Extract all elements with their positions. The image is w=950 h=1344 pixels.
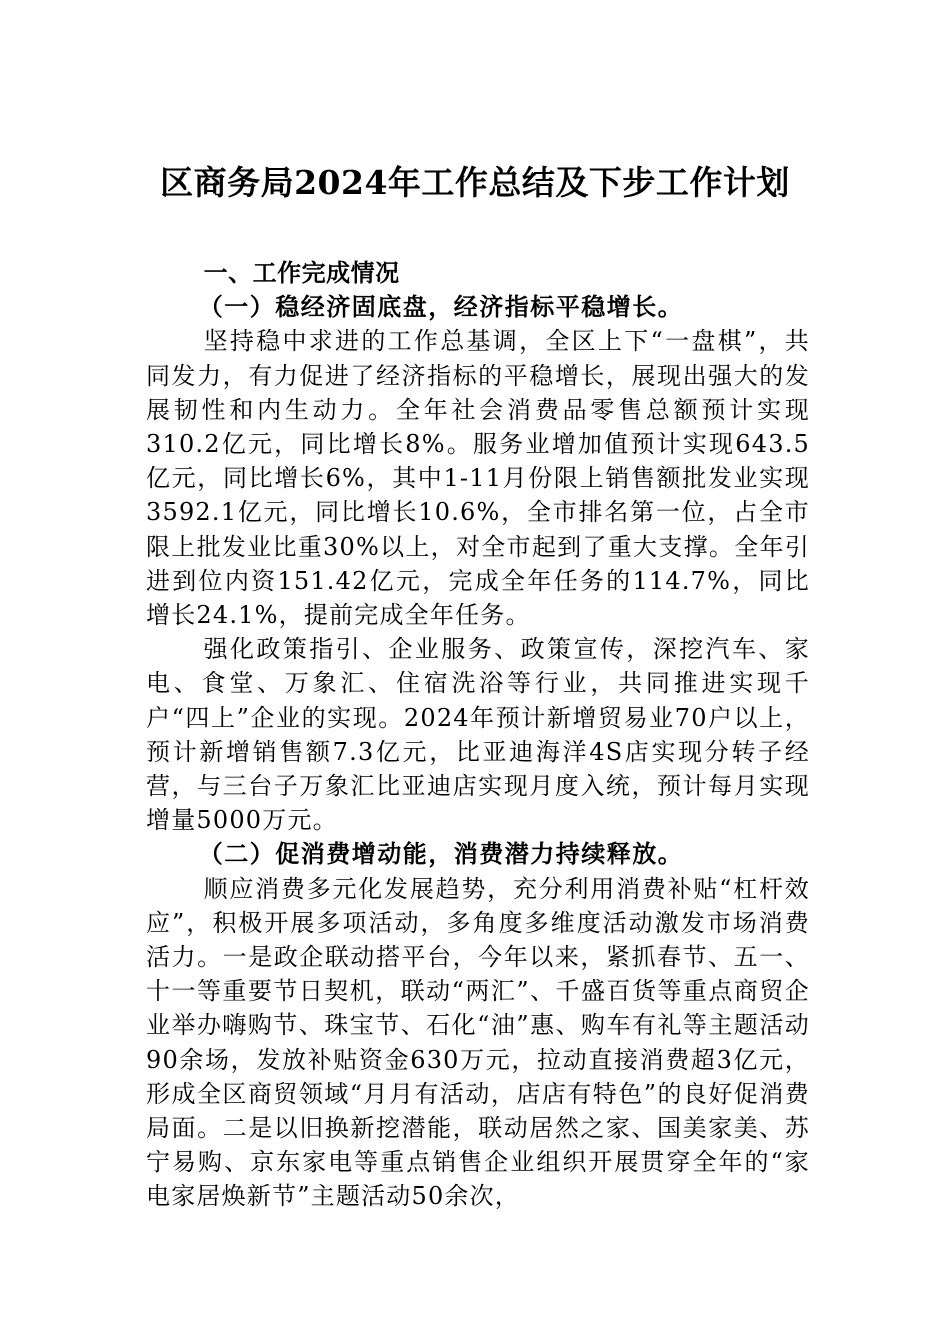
body-paragraph: 强化政策指引、企业服务、政策宣传，深挖汽车、家电、食堂、万象汇、住宿洗浴等行业，共同推进实现千户“四上”企业的实现。2024年预计新增贸易业70户以上，预计新增销售额7.3亿元，比亚迪海洋4S店实现分转子经营，与三台子万象汇比亚迪店实现月度入统，预计每月实现增量5000万元。 <box>146 635 810 835</box>
subsection-heading: （二）促消费增动能，消费潜力持续释放。 <box>198 839 684 869</box>
body-paragraph: 坚持稳中求进的工作总基调，全区上下“一盘棋”，共同发力，有力促进了经济指标的平稳增长，展现出强大的发展韧性和内生动力。全年社会消费品零售总额预计实现310.2亿元，同比增长8%。服务业增加值预计实现643.5亿元，同比增长6%，其中1-11月份限上销售额批发业实现3592.1亿元，同比增长10.6%，全市排名第一位，占全市限上批发业比重30%以上，对全市起到了重大支撑。全年引进到位内资151.42亿元，完成全年任务的114.7%，同比增长24.1%，提前完成全年任务。 <box>146 327 810 630</box>
document-body <box>146 256 810 1214</box>
section-heading: 一、工作完成情况 <box>203 259 400 287</box>
document-title: 区商务局2024年工作总结及下步工作计划 <box>160 163 790 202</box>
body-paragraph: 顺应消费多元化发展趋势，充分利用消费补贴“杠杆效应”，积极开展多项活动，多角度多维度活动激发市场消费活力。一是政企联动搭平台，今年以来，紧抓春节、五一、十一等重要节日契机，联动“两汇”、千盛百货等重点商贸企业举办嗨购节、珠宝节、石化“油”惠、购车有礼等主题活动90余场，发放补贴资金630万元，拉动直接消费超3亿元，形成全区商贸领域“月月有活动，店店有特色”的良好促消费局面。二是以旧换新挖潜能，联动居然之家、国美家美、苏宁易购、京东家电等重点销售企业组织开展贯穿全年的“家电家居焕新节”主题活动50余次， <box>146 874 810 1211</box>
subsection-heading: （一）稳经济固底盘，经济指标平稳增长。 <box>198 292 684 322</box>
